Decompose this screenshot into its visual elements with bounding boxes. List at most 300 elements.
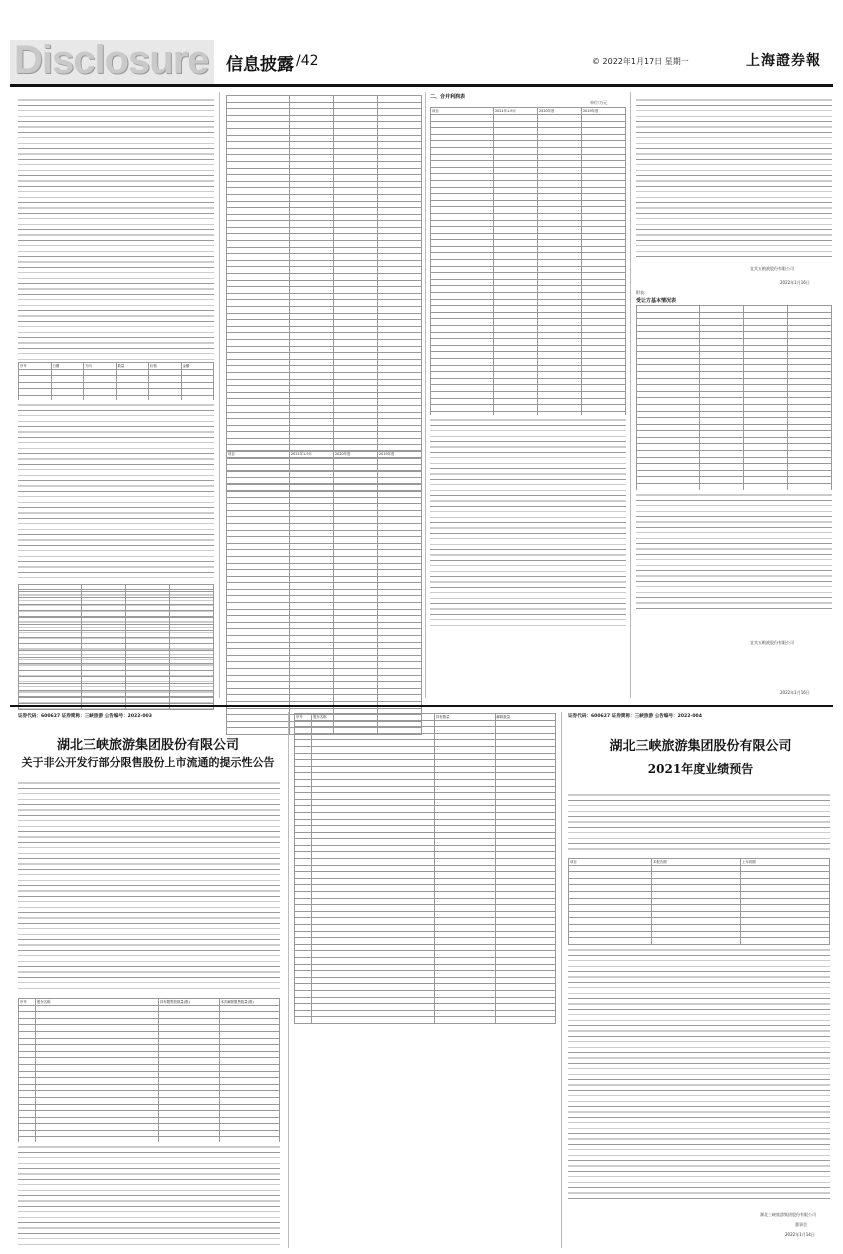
col4-attachment: 附表： [636, 290, 648, 295]
right-th-0: 项目 [569, 859, 652, 866]
col4-row [637, 391, 832, 398]
col3-row [431, 253, 626, 260]
left-row [19, 1031, 280, 1038]
col2-top-row [227, 208, 422, 215]
left-row [19, 1058, 280, 1065]
right-row [569, 911, 830, 918]
col3-row [431, 213, 626, 220]
mid-row [295, 766, 556, 773]
mid-row [295, 885, 556, 892]
left-row [19, 1104, 280, 1111]
col2-top-row [227, 313, 422, 320]
col2-top-row [227, 194, 422, 201]
left-th-1: 股东名称 [36, 999, 159, 1006]
col2-top-row [227, 274, 422, 281]
col4-row [637, 444, 832, 451]
mid-row [295, 746, 556, 753]
col4-row [637, 358, 832, 365]
newspaper-name: 上海證券報 [746, 53, 821, 69]
col3-row [431, 147, 626, 154]
col3-row [431, 391, 626, 398]
col2-bottom-row [227, 642, 422, 649]
col2-top-row [227, 372, 422, 379]
left-row [19, 1038, 280, 1045]
left-row [19, 1045, 280, 1052]
column-divider-4 [288, 712, 289, 1248]
col2-top-row [227, 128, 422, 135]
col2-th-3: 2019年度 [378, 451, 422, 458]
col2-bottom-row [227, 517, 422, 524]
col3-row [431, 345, 626, 352]
col4-row [637, 398, 832, 405]
col4-row [637, 424, 832, 431]
col2-bottom-row [227, 543, 422, 550]
right-th-1: 本报告期 [652, 859, 741, 866]
col2-top-row [227, 155, 422, 162]
col3-row [431, 200, 626, 207]
left-row [19, 1071, 280, 1078]
left-row [19, 1091, 280, 1098]
col3-row [431, 187, 626, 194]
col3-row [431, 398, 626, 405]
right-th-2: 上年同期 [741, 859, 830, 866]
col3-row [431, 358, 626, 365]
left-row [19, 1117, 280, 1124]
col3-row [431, 372, 626, 379]
col3-row [431, 115, 626, 122]
col2-top-row [227, 102, 422, 109]
col2-bottom-row [227, 530, 422, 537]
col2-top-row [227, 386, 422, 393]
col3-row [431, 405, 626, 412]
col2-bottom-row [227, 629, 422, 636]
col4-row [637, 371, 832, 378]
disclosure-logo: Disclosure [14, 38, 209, 82]
col3-row [431, 306, 626, 313]
col2-bottom-row [227, 649, 422, 656]
col4-row [637, 365, 832, 372]
col2-bottom-row [227, 655, 422, 662]
col3-row [431, 128, 626, 135]
col2-top-row [227, 122, 422, 129]
col4-row [637, 437, 832, 444]
col4-row [637, 457, 832, 464]
left-row [19, 1005, 280, 1012]
mid-row [295, 931, 556, 938]
col1-th-1: 日期 [51, 363, 84, 370]
right-row [569, 931, 830, 938]
masthead [0, 0, 843, 84]
col4-row [637, 345, 832, 352]
mid-row [295, 799, 556, 806]
col3-row [431, 121, 626, 128]
col3-th-2: 2020年度 [538, 108, 582, 115]
left-row [19, 1130, 280, 1137]
col3-row [431, 286, 626, 293]
col2-bottom-row [227, 458, 422, 465]
left-row [19, 1051, 280, 1058]
left-row [19, 1012, 280, 1019]
col4-footer-date: 2022年1月16日 [780, 690, 810, 695]
col3-income-table [430, 114, 626, 464]
mid-row [295, 892, 556, 899]
col2-top-row [227, 300, 422, 307]
col3-row [431, 273, 626, 280]
col2-bottom-row [227, 576, 422, 583]
col3-row [431, 339, 626, 346]
page-number: /42 [296, 53, 319, 69]
right-company-name: 湖北三峡旅游集团股份有限公司 [609, 739, 792, 754]
col2-bottom-row [227, 636, 422, 643]
col3-row [431, 240, 626, 247]
col3-row [431, 246, 626, 253]
mid-th-2: 持有数量 [435, 714, 496, 721]
right-forecast-table [568, 858, 830, 958]
column-divider-5 [561, 712, 562, 1248]
mid-row [295, 957, 556, 964]
col2-top-row [227, 135, 422, 142]
col2-top-row [227, 353, 422, 360]
col2-top-row [227, 267, 422, 274]
col2-top-row [227, 293, 422, 300]
col2-th-2: 2020年度 [334, 451, 378, 458]
left-row [19, 1124, 280, 1131]
col2-income-table [226, 457, 422, 735]
col4-text-upper [636, 95, 832, 260]
col2-balance-sheet [226, 95, 422, 492]
col4-row [637, 464, 832, 471]
col4-row [637, 338, 832, 345]
col3-row [431, 134, 626, 141]
right-row [569, 898, 830, 905]
mid-row [295, 826, 556, 833]
right-text-upper [568, 790, 830, 850]
col2-top-row [227, 221, 422, 228]
col2-bottom-row [227, 596, 422, 603]
left-row [19, 1097, 280, 1104]
mid-row [295, 964, 556, 971]
col3-row [431, 365, 626, 372]
col4-row [637, 477, 832, 484]
col2-top-row [227, 287, 422, 294]
mid-row [295, 819, 556, 826]
mid-row [295, 898, 556, 905]
left-text-upper [18, 778, 280, 990]
left-th-3: 本次解除限售数量(股) [219, 999, 280, 1006]
col3-row [431, 319, 626, 326]
col3-row [431, 385, 626, 392]
col2-bottom-row [227, 464, 422, 471]
mid-row [295, 990, 556, 997]
col2-bottom-row [227, 477, 422, 484]
col2-top-row [227, 405, 422, 412]
mid-row [295, 872, 556, 879]
col3-row [431, 194, 626, 201]
right-footer-date: 2022年1月14日 [785, 1232, 815, 1237]
middle-rule [10, 705, 833, 707]
col2-bottom-row [227, 616, 422, 623]
mid-row [295, 984, 556, 991]
col2-bottom-row [227, 609, 422, 616]
col3-row [431, 220, 626, 227]
col2-bottom-row [227, 583, 422, 590]
col2-top-row [227, 438, 422, 445]
left-company-name: 湖北三峡旅游集团股份有限公司 [56, 738, 239, 753]
col1-th-5: 金额 [181, 363, 214, 370]
col2-bottom-row [227, 523, 422, 530]
right-announcement-title: 2021年度业绩预告 [647, 762, 754, 776]
col2-bottom-row [227, 471, 422, 478]
col3-row [431, 332, 626, 339]
mid-th-1: 股东名称 [312, 714, 435, 721]
col2-top-row [227, 326, 422, 333]
top-rule [10, 84, 833, 87]
mid-row [295, 812, 556, 819]
col2-th-0: 项目 [227, 451, 290, 458]
column-divider-3 [630, 92, 631, 698]
mid-row [295, 918, 556, 925]
left-th-2: 持有限售股数量(股) [159, 999, 220, 1006]
col3-row [431, 227, 626, 234]
mid-th-3: 解除数量 [495, 714, 556, 721]
col2-bottom-row [227, 537, 422, 544]
col1-th-2: 方向 [84, 363, 117, 370]
mid-row [295, 911, 556, 918]
col4-signature-company: 宜宾五粮液股份有限公司 [750, 266, 794, 271]
col3-row [431, 293, 626, 300]
section-title: 信息披露 [226, 55, 294, 75]
col2-bottom-row [227, 622, 422, 629]
mid-holder-table [294, 713, 556, 1024]
dateline: © 2022年1月17日 星期一 [592, 57, 689, 66]
col3-text [430, 415, 626, 630]
col4-row [637, 411, 832, 418]
col3-row [431, 174, 626, 181]
col2-top-row [227, 188, 422, 195]
col2-top-row [227, 280, 422, 287]
mid-row [295, 859, 556, 866]
col1-th-3: 数量 [116, 363, 149, 370]
mid-row [295, 971, 556, 978]
mid-row [295, 779, 556, 786]
col3-row [431, 180, 626, 187]
col2-top-row [227, 115, 422, 122]
col3-row [431, 378, 626, 385]
col4-text-lower [636, 490, 832, 610]
right-text-lower [568, 945, 830, 1200]
col3-row [431, 141, 626, 148]
col2-top-row [227, 399, 422, 406]
right-row [569, 865, 830, 872]
col2-top-row [227, 214, 422, 221]
col4-row [637, 378, 832, 385]
col3-row [431, 233, 626, 240]
col2-bottom-row [227, 695, 422, 702]
col2-bottom-row [227, 570, 422, 577]
mid-row [295, 944, 556, 951]
col2-top-row [227, 307, 422, 314]
col4-row [637, 306, 832, 313]
col2-th-1: 2021年1-9月 [290, 451, 334, 458]
col3-row [431, 161, 626, 168]
left-row [19, 1064, 280, 1071]
col4-row [637, 325, 832, 332]
col2-top-row [227, 359, 422, 366]
col2-top-row [227, 181, 422, 188]
col2-top-row [227, 201, 422, 208]
col4-row [637, 418, 832, 425]
col2-top-row [227, 241, 422, 248]
col2-bottom-row [227, 484, 422, 491]
mid-row [295, 760, 556, 767]
col3-row [431, 279, 626, 286]
col2-top-row [227, 161, 422, 168]
mid-row [295, 845, 556, 852]
col2-top-row [227, 320, 422, 327]
col3-heading: 二、合并利润表 [430, 94, 466, 100]
mid-row [295, 997, 556, 1004]
mid-row [295, 1010, 556, 1017]
col2-top-row [227, 168, 422, 175]
col1-balance-table [18, 584, 214, 710]
col4-subheading: 受让方基本情况表 [636, 298, 677, 304]
mid-row [295, 786, 556, 793]
col4-row [637, 319, 832, 326]
right-row [569, 872, 830, 879]
right-code-line: 证券代码：600627 证券简称：三峡旅游 公告编号：2022-004 [568, 714, 702, 719]
left-th-0: 序号 [19, 999, 36, 1006]
col2-top-row [227, 432, 422, 439]
mid-row [295, 832, 556, 839]
left-announcement-title: 关于非公开发行部分限售股份上市流通的提示性公告 [21, 756, 275, 769]
col4-row [637, 404, 832, 411]
mid-row [295, 740, 556, 747]
right-row [569, 885, 830, 892]
col3-row [431, 326, 626, 333]
col2-bottom-row [227, 556, 422, 563]
col2-bottom-row [227, 662, 422, 669]
col2-bottom-row [227, 490, 422, 497]
mid-row [295, 852, 556, 859]
col3-row [431, 260, 626, 267]
col4-row [637, 312, 832, 319]
col2-top-row [227, 425, 422, 432]
col2-top-row [227, 366, 422, 373]
col1-trade-table [18, 362, 214, 403]
col3-unit: 单位:万元 [590, 100, 608, 105]
mid-row [295, 753, 556, 760]
right-row [569, 924, 830, 931]
mid-row [295, 925, 556, 932]
column-divider-1 [219, 92, 220, 698]
mid-row [295, 727, 556, 734]
left-row [19, 1111, 280, 1118]
col3-row [431, 266, 626, 273]
left-text-lower [18, 1142, 280, 1247]
right-row [569, 878, 830, 885]
mid-row [295, 793, 556, 800]
mid-row [295, 839, 556, 846]
right-row [569, 938, 830, 945]
mid-row [295, 806, 556, 813]
col4-row [637, 332, 832, 339]
col2-top-row [227, 254, 422, 261]
col2-top-row [227, 260, 422, 267]
col2-bottom-row [227, 675, 422, 682]
col2-top-row [227, 392, 422, 399]
col2-top-row [227, 379, 422, 386]
col2-top-row [227, 148, 422, 155]
col2-bottom-row [227, 563, 422, 570]
col2-bottom-row [227, 669, 422, 676]
col2-top-row [227, 412, 422, 419]
col2-bottom-row [227, 589, 422, 596]
col3-row [431, 352, 626, 359]
col2-bottom-row [227, 603, 422, 610]
col2-top-row [227, 175, 422, 182]
mid-row [295, 1004, 556, 1011]
mid-row [295, 977, 556, 984]
col1-text-upper [18, 95, 214, 360]
mid-row [295, 878, 556, 885]
col2-top-row [227, 247, 422, 254]
col4-info-table [636, 305, 832, 517]
col3-row [431, 299, 626, 306]
col1-th-4: 价格 [149, 363, 182, 370]
mid-row [295, 865, 556, 872]
col2-top-row [227, 333, 422, 340]
mid-row [295, 905, 556, 912]
column-divider-2 [425, 92, 426, 698]
left-code-line: 证券代码：600627 证券简称：三峡旅游 公告编号：2022-003 [18, 714, 152, 719]
col1-th-0: 序号 [19, 363, 52, 370]
col1-text-lower [18, 400, 214, 580]
col2-top-row [227, 109, 422, 116]
col4-row [637, 385, 832, 392]
col3-row [431, 312, 626, 319]
col2-bottom-row [227, 497, 422, 504]
col3-row [431, 167, 626, 174]
left-row [19, 1084, 280, 1091]
left-holder-table [18, 998, 280, 1164]
col2-top-row [227, 346, 422, 353]
left-row [19, 1025, 280, 1032]
col3-row [431, 154, 626, 161]
col2-top-row [227, 234, 422, 241]
col4-footer-company: 宜宾五粮液股份有限公司 [750, 640, 794, 645]
col2-top-row [227, 96, 422, 103]
mid-row [295, 1017, 556, 1024]
mid-row [295, 773, 556, 780]
right-row [569, 891, 830, 898]
col3-th-3: 2019年度 [582, 108, 626, 115]
mid-th-0: 序号 [295, 714, 312, 721]
col2-bottom-row [227, 550, 422, 557]
col4-row [637, 431, 832, 438]
col3-th-0: 项目 [431, 108, 494, 115]
col2-bottom-row [227, 682, 422, 689]
mid-row [295, 938, 556, 945]
col3-th-1: 2021年1-9月 [494, 108, 538, 115]
col2-bottom-row [227, 504, 422, 511]
col4-signature-date: 2022年1月16日 [780, 280, 810, 285]
col2-bottom-row [227, 688, 422, 695]
right-footer-company: 湖北三峡旅游集团股份有限公司 [760, 1212, 816, 1217]
col2-bottom-row [227, 510, 422, 517]
mid-row [295, 951, 556, 958]
mid-row [295, 720, 556, 727]
right-footer-board: 董事会 [795, 1222, 807, 1227]
